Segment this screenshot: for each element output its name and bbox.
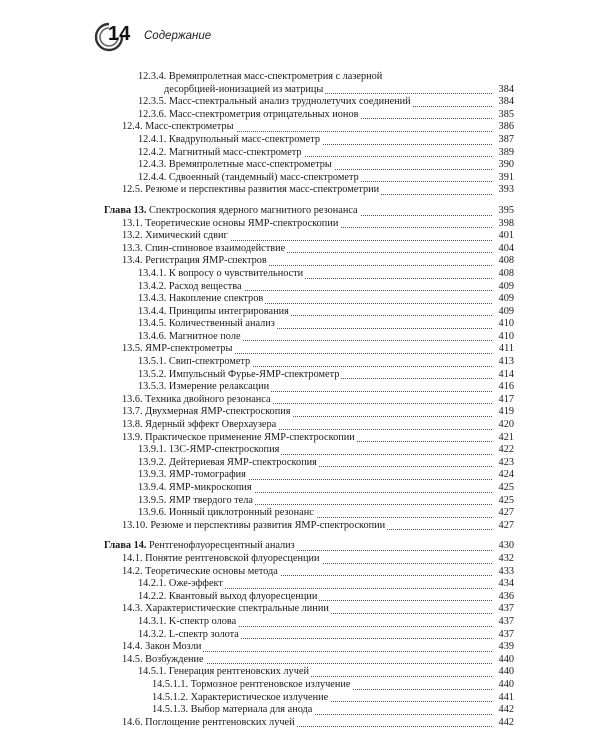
- toc-entry[interactable]: [104, 71, 514, 84]
- toc-entry[interactable]: [104, 281, 514, 294]
- page-number: 14: [108, 23, 131, 45]
- chapter-label: Глава 14.: [104, 540, 147, 552]
- toc-entry[interactable]: [104, 432, 514, 445]
- toc-entry-title: 14.2.1. Оже-эффект: [138, 578, 223, 590]
- toc-page-number: 425: [498, 482, 514, 493]
- toc-page-number: 404: [498, 242, 514, 254]
- toc-entry[interactable]: [104, 482, 514, 495]
- toc-page-number: 393: [498, 184, 514, 196]
- toc-page-number: 427: [498, 519, 514, 531]
- toc-page-number: 384: [498, 83, 514, 95]
- toc-entry[interactable]: [104, 603, 514, 616]
- toc-entry-title: 12.5. Резюме и перспективы развития масс-спектрометрии: [122, 184, 380, 196]
- toc-entry[interactable]: [104, 540, 514, 553]
- toc-page-number: 440: [498, 678, 514, 690]
- toc-entry-title: 12.4.2. Магнитный масс-спектрометр: [138, 146, 302, 158]
- toc-entry[interactable]: [104, 356, 514, 369]
- toc-entry[interactable]: [104, 331, 514, 344]
- toc-entry[interactable]: [104, 692, 514, 705]
- toc-entry-title: 13.9.1. 13С-ЯМР-спектроскопия: [138, 444, 280, 456]
- toc-page-number: 408: [498, 255, 514, 267]
- toc-page-number: 410: [498, 330, 514, 342]
- toc-page-number: 409: [498, 293, 514, 305]
- toc-page-number: 389: [498, 146, 514, 158]
- toc-entry-title: 14.1. Понятие рентгеновской флуоресценции: [122, 552, 320, 564]
- toc-entry[interactable]: [104, 654, 514, 667]
- toc-entry-title: десорбцией-ионизацией из матрицы: [164, 83, 324, 95]
- toc-entry-title: 14.3.1. K-спектр олова: [138, 615, 237, 627]
- toc-page-number: 440: [498, 653, 514, 665]
- toc-entry-title: 13.6. Техника двойного резонанса: [122, 393, 271, 405]
- toc-page-number: 440: [498, 666, 514, 678]
- toc-entry[interactable]: [104, 666, 514, 679]
- toc-entry[interactable]: [104, 520, 514, 533]
- toc-entry[interactable]: [104, 578, 514, 591]
- toc-entry[interactable]: [104, 616, 514, 629]
- toc-page-number: 411: [498, 343, 514, 355]
- toc-entry-title: 13.9.6. Ионный циклотронный резонанс: [138, 507, 314, 519]
- toc-entry[interactable]: [104, 293, 514, 306]
- toc-entry[interactable]: [104, 679, 514, 692]
- toc-block: [104, 540, 514, 729]
- toc-page-number: 439: [498, 641, 514, 653]
- toc-page-number: 401: [498, 230, 514, 242]
- toc-entry[interactable]: [104, 134, 514, 147]
- toc-page-number: 442: [498, 716, 514, 728]
- toc-entry[interactable]: [104, 230, 514, 243]
- toc-page-number: 410: [498, 318, 514, 330]
- toc-page-number: 430: [498, 540, 514, 552]
- toc-entry-title: 13.4.5. Количественный анализ: [138, 318, 275, 330]
- toc-page-number: 386: [498, 121, 514, 133]
- toc-entry[interactable]: [104, 159, 514, 172]
- toc-page-number: 422: [498, 444, 514, 456]
- toc-entry-title: Глава 13. Спектроскопия ядерного магнитного резонанса: [104, 204, 358, 216]
- toc-page-number: 419: [498, 406, 514, 418]
- toc-entry-title: 13.9.5. ЯМР твердого тела: [138, 494, 253, 506]
- toc-entry-title: 13.10. Резюме и перспективы развития ЯМР-спектроскопии: [122, 519, 386, 531]
- toc-entry-title: 13.7. Двухмерная ЯМР-спектроскопия: [122, 406, 291, 418]
- toc-block: [104, 205, 514, 532]
- toc-entry-title: 14.5.1.1. Тормозное рентгеновское излучение: [152, 678, 351, 690]
- toc-entry[interactable]: [104, 172, 514, 185]
- toc-page-number: 414: [498, 368, 514, 380]
- toc-entry-title: 13.5. ЯМР-спектрометры: [122, 343, 233, 355]
- toc-entry[interactable]: [104, 381, 514, 394]
- toc-entry[interactable]: [104, 121, 514, 134]
- toc-entry[interactable]: [104, 641, 514, 654]
- toc-entry-title: 13.4.1. К вопросу о чувствительности: [138, 267, 304, 279]
- toc-entry-title: 13.5.2. Импульсный Фурье-ЯМР-спектрометр: [138, 368, 340, 380]
- toc-page-number: 436: [498, 590, 514, 602]
- toc-entry[interactable]: [104, 406, 514, 419]
- header-title: Содержание: [144, 30, 212, 42]
- toc-page-number: 433: [498, 565, 514, 577]
- toc-entry-title: 13.1. Теоретические основы ЯМР-спектроскопии: [122, 217, 339, 229]
- toc-page-number: 384: [498, 96, 514, 108]
- toc-page-number: 385: [498, 108, 514, 120]
- toc-page-number: 390: [498, 159, 514, 171]
- toc-entry-title: 13.5.1. Свип-спектрометр: [138, 356, 251, 368]
- chapter-label: Глава 13.: [104, 204, 147, 216]
- toc-entry-title: 13.5.3. Измерение релаксации: [138, 381, 270, 393]
- toc-page-number: 409: [498, 305, 514, 317]
- toc-entry-title: 13.3. Спин-спиновое взаимодействие: [122, 242, 286, 254]
- toc-page-number: 417: [498, 393, 514, 405]
- toc-entry-title: 14.2.2. Квантовый выход флуоресценции: [138, 590, 318, 602]
- toc-entry[interactable]: [104, 591, 514, 604]
- toc-entry-title: 13.2. Химический сдвиг: [122, 230, 228, 242]
- toc-entry-title: 13.9. Практическое применение ЯМР-спектроскопии: [122, 431, 355, 443]
- toc-entry[interactable]: [104, 629, 514, 642]
- toc-block: [104, 71, 514, 197]
- toc-page-number: 398: [498, 217, 514, 229]
- toc-entry-title: 13.9.3. ЯМР-томография: [138, 469, 246, 481]
- toc-entry[interactable]: [104, 457, 514, 470]
- toc-entry[interactable]: [104, 394, 514, 407]
- toc-page-number: 409: [498, 280, 514, 292]
- toc-entry-title: 12.4.1. Квадрупольный масс-спектрометр: [138, 133, 321, 145]
- toc-page-number: 437: [498, 615, 514, 627]
- toc-entry-title: 13.9.4. ЯМР-микроскопия: [138, 482, 252, 493]
- toc-page-number: 434: [498, 578, 514, 590]
- toc-entry[interactable]: [104, 343, 514, 356]
- toc-entry[interactable]: [104, 369, 514, 382]
- toc-entry-title: 13.9.2. Дейтериевая ЯМР-спектроскопия: [138, 456, 317, 468]
- toc-entry-title: 14.5. Возбуждение: [122, 653, 204, 665]
- toc-entry[interactable]: [104, 109, 514, 122]
- toc-page-number: 442: [498, 704, 514, 716]
- toc-entry[interactable]: [104, 704, 514, 717]
- toc-entry[interactable]: [104, 566, 514, 579]
- toc-entry-title: 13.4. Регистрация ЯМР-спектров: [122, 255, 267, 267]
- table-of-contents: [104, 71, 514, 729]
- toc-entry[interactable]: [104, 96, 514, 109]
- toc-entry-title: 12.3.4. Времяпролетная масс-спектрометрия с лазерной: [138, 71, 383, 82]
- toc-entry[interactable]: [104, 184, 514, 197]
- toc-entry[interactable]: [104, 318, 514, 331]
- toc-entry-title: Глава 14. Рентгенофлуоресцентный анализ: [104, 540, 295, 552]
- toc-entry[interactable]: [104, 469, 514, 482]
- toc-entry-title: 12.4.4. Сдвоенный (тандемный) масс-спектрометр: [138, 171, 359, 183]
- toc-entry[interactable]: [104, 444, 514, 457]
- toc-entry-title: 14.5.1.2. Характеристическое излучение: [152, 691, 329, 703]
- toc-page-number: 387: [498, 133, 514, 145]
- toc-entry[interactable]: [104, 255, 514, 268]
- toc-entry-title: 12.3.5. Масс-спектральный анализ труднолетучих соединений: [138, 96, 411, 108]
- toc-page-number: 421: [498, 431, 514, 443]
- page-header: [94, 22, 514, 52]
- toc-entry-title: 14.6. Поглощение рентгеновских лучей: [122, 716, 295, 728]
- toc-page-number: 391: [498, 171, 514, 183]
- toc-entry[interactable]: [104, 495, 514, 508]
- toc-entry-title: 14.3. Характеристические спектральные линии: [122, 603, 329, 615]
- toc-page-number: 413: [498, 356, 514, 368]
- toc-entry-title: 14.3.2. L-спектр золота: [138, 628, 239, 640]
- toc-entry-title: 14.5.1.3. Выбор материала для анода: [152, 704, 313, 716]
- toc-page-number: 432: [498, 552, 514, 564]
- toc-entry-title: 13.4.3. Накопление спектров: [138, 293, 264, 305]
- toc-entry-title: 12.4.3. Времяпролетные масс-спектрометры: [138, 159, 332, 171]
- toc-entry-title: 14.4. Закон Мозли: [122, 641, 202, 653]
- toc-entry-title: 14.5.1. Генерация рентгеновских лучей: [138, 666, 309, 678]
- toc-page-number: 416: [498, 381, 514, 393]
- toc-entry[interactable]: [104, 419, 514, 432]
- toc-page-number: 408: [498, 267, 514, 279]
- toc-entry[interactable]: [104, 205, 514, 218]
- toc-entry-title: 14.2. Теоретические основы метода: [122, 565, 278, 577]
- toc-entry[interactable]: [104, 306, 514, 319]
- toc-page-number: 425: [498, 494, 514, 506]
- toc-entry-title: 13.4.2. Расход вещества: [138, 280, 242, 292]
- toc-entry[interactable]: [104, 268, 514, 281]
- toc-entry-title: 12.3.6. Масс-спектрометрия отрицательных ионов: [138, 108, 359, 120]
- toc-page-number: 423: [498, 456, 514, 468]
- toc-entry[interactable]: [104, 507, 514, 520]
- toc-page-number: 427: [498, 507, 514, 519]
- toc-page-number: 395: [498, 204, 514, 216]
- toc-entry[interactable]: [104, 147, 514, 160]
- toc-page-number: 424: [498, 469, 514, 481]
- toc-entry[interactable]: [104, 218, 514, 231]
- toc-entry-title: 13.8. Ядерный эффект Оверхаузера: [122, 419, 277, 431]
- toc-page-number: 437: [498, 603, 514, 615]
- toc-page-number: 420: [498, 419, 514, 431]
- toc-entry-title: 13.4.6. Магнитное поле: [138, 330, 241, 342]
- toc-entry-title: 13.4.4. Принципы интегрирования: [138, 305, 289, 317]
- toc-page-number: 441: [498, 691, 514, 703]
- toc-entry[interactable]: [104, 717, 514, 730]
- toc-entry[interactable]: [104, 553, 514, 566]
- toc-entry[interactable]: [104, 243, 514, 256]
- toc-entry[interactable]: [104, 84, 514, 97]
- toc-entry-title: 12.4. Масс-спектрометры: [122, 121, 234, 133]
- toc-page-number: 437: [498, 628, 514, 640]
